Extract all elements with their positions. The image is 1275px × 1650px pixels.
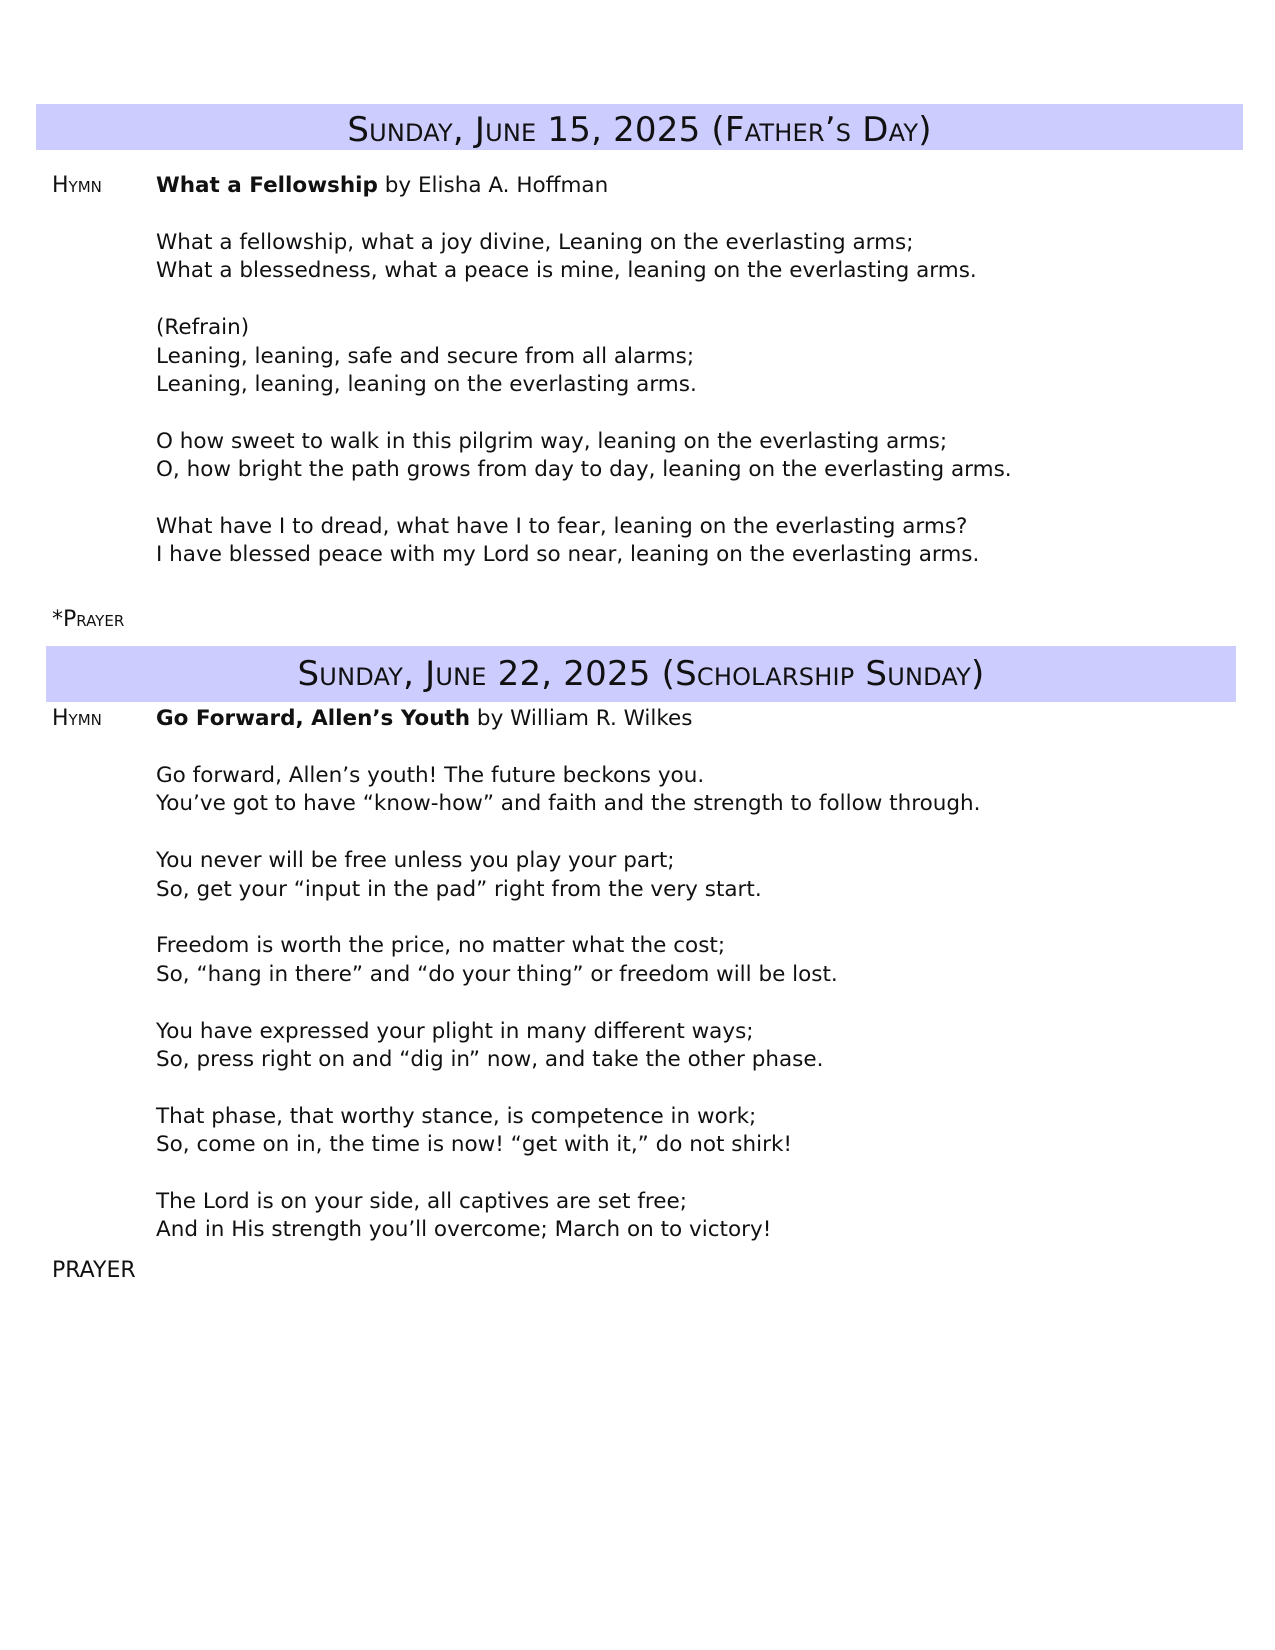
lyric-line: What a fellowship, what a joy divine, Leaning on the everlasting arms; bbox=[156, 230, 914, 255]
lyric-line: You never will be free unless you play your part; bbox=[156, 848, 675, 874]
lyric-line: That phase, that worthy stance, is competence in work; bbox=[156, 1103, 757, 1129]
lyric-line: What a blessedness, what a peace is mine, leaning on the everlasting arms. bbox=[156, 258, 977, 284]
lyric-line: So, get your “input in the pad” right from the very start. bbox=[156, 876, 762, 902]
lyric-line: (Refrain) bbox=[156, 315, 250, 341]
lyric-line: O how sweet to walk in this pilgrim way, leaning on the everlasting arms; bbox=[156, 428, 948, 454]
service-heading: Sunday, June 22, 2025 (Scholarship Sunday) bbox=[46, 646, 1236, 702]
lyric-line: So, come on in, the time is now! “get with it,” do not shirk! bbox=[156, 1132, 793, 1158]
lyric-line: O, how bright the path grows from day to day, leaning on the everlasting arms. bbox=[156, 457, 1012, 483]
hymn-byline: by Elisha A. Hoffman bbox=[377, 173, 609, 198]
lyric-line: Freedom is worth the price, no matter what the cost; bbox=[156, 933, 726, 959]
hymn-lyrics bbox=[156, 762, 980, 1245]
hymn-label: Hymn bbox=[52, 706, 102, 731]
prayer-label: *Prayer bbox=[52, 607, 125, 632]
hymn-title: What a Fellowship bbox=[156, 173, 378, 198]
hymn-title: Go Forward, Allen’s Youth bbox=[156, 706, 471, 731]
prayer-label: PRAYER bbox=[52, 1258, 136, 1283]
lyric-line: You’ve got to have “know-how” and faith and the strength to follow through. bbox=[156, 791, 981, 817]
lyric-line: Leaning, leaning, leaning on the everlasting arms. bbox=[156, 371, 697, 397]
lyric-line: I have blessed peace with my Lord so near, leaning on the everlasting arms. bbox=[156, 542, 980, 568]
lyric-line: The Lord is on your side, all captives are set free; bbox=[156, 1188, 687, 1214]
lyric-line: Leaning, leaning, safe and secure from all alarms; bbox=[156, 343, 695, 369]
lyric-line: So, “hang in there” and “do your thing” or freedom will be lost. bbox=[156, 961, 838, 987]
lyric-line: Go forward, Allen’s youth! The future beckons you. bbox=[156, 763, 705, 788]
lyric-line: What have I to dread, what have I to fear, leaning on the everlasting arms? bbox=[156, 513, 968, 539]
hymn-label: Hymn bbox=[52, 173, 102, 198]
hymn-lyrics bbox=[156, 229, 1012, 570]
lyric-line: And in His strength you’ll overcome; March on to victory! bbox=[156, 1217, 772, 1243]
lyric-line: So, press right on and “dig in” now, and take the other phase. bbox=[156, 1046, 824, 1072]
hymn-heading bbox=[156, 173, 608, 198]
hymn-heading bbox=[156, 706, 692, 731]
hymn-byline: by William R. Wilkes bbox=[470, 706, 693, 731]
service-heading: Sunday, June 15, 2025 (Father’s Day) bbox=[36, 104, 1243, 150]
lyric-line: You have expressed your plight in many different ways; bbox=[156, 1018, 754, 1044]
